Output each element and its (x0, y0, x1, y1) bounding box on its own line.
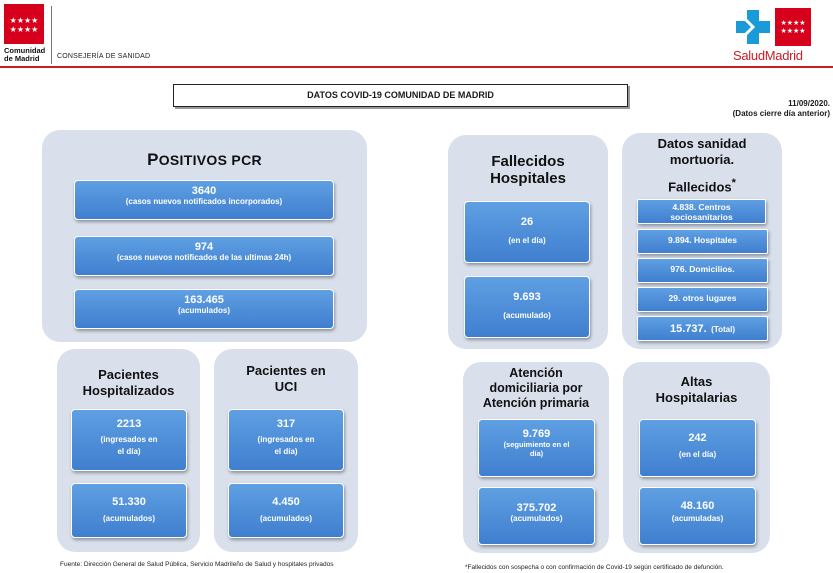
fallecidos-hospitales-total-tile (464, 276, 590, 338)
tile-value: 26 (520, 216, 534, 228)
mortuoria-sociosanitarios-tile: 4.838. Centros sociosanitarios (637, 199, 766, 224)
tile-label: (acumulados) (510, 514, 563, 523)
altas-daily-tile (639, 419, 756, 477)
stars-icon: ★★★★ ★★★★ (9, 16, 39, 34)
mortuoria-domicilios-tile: 976. Domicilios. (637, 258, 768, 283)
pcr-title: POSITIVOS PCR (147, 150, 262, 169)
comunidad-madrid-logo (4, 4, 44, 44)
salud-madrid-cross-icon (734, 8, 772, 46)
tile-label: (ingresados en (100, 435, 158, 444)
uci-daily-tile (228, 409, 344, 471)
mortuoria-title: Datos sanidad mortuoria. (657, 136, 747, 167)
stars-icon: ★★★★ ★★★★ (780, 20, 806, 35)
tile-label: el día) (117, 447, 141, 456)
org-name-line2: de Madrid (4, 54, 40, 63)
tile-label: (en el día) (508, 236, 546, 245)
tile-label: (ingresados en (257, 435, 315, 444)
salud-madrid-logo-text: SaludMadrid (733, 48, 803, 63)
tile-label: (en el día) (678, 450, 717, 459)
tile-value: 2213 (116, 418, 142, 430)
org-name-line1: Comunidad (4, 46, 46, 55)
tile-label: (casos nuevos notificados incorporados) (125, 197, 283, 206)
altas-title: Altas Hospitalarias (655, 374, 738, 405)
tile-label: (casos nuevos notificados de las ultimas 24h) (116, 253, 292, 262)
tile-label: (acumulados) (259, 514, 312, 523)
tile-label: (acumulados) (177, 306, 230, 315)
tile-value: 9.693 (513, 291, 541, 303)
tile-label: el día) (274, 447, 298, 456)
altas-total-tile (639, 487, 756, 545)
tile-label: día) (529, 449, 544, 458)
tile-value: 375.702 (516, 502, 557, 514)
pcr-panel (42, 130, 367, 342)
tile-label: (acumulado) (503, 311, 551, 320)
fallecidos-hospitales-title: Fallecidos Hospitales (490, 153, 566, 187)
pcr-new-incorporated-tile (74, 180, 334, 220)
tile-value: 15.737. (670, 323, 707, 335)
tile-label: (acumulados) (102, 514, 155, 523)
tile-value: 3640 (191, 185, 217, 197)
fallecidos-hospitales-daily-tile (464, 201, 590, 263)
logo-divider (51, 6, 52, 64)
tile-label: (seguimiento en el (503, 440, 570, 449)
uci-total-tile (228, 483, 344, 538)
mortuoria-panel (622, 133, 782, 349)
pcr-new-24h-tile (74, 236, 334, 276)
hospitalizados-total-tile (71, 483, 187, 538)
page-title: DATOS COVID-19 COMUNIDAD DE MADRID (173, 84, 628, 107)
mortuoria-otros-lugares-tile: 29. otros lugares (637, 287, 768, 312)
tile-value: 51.330 (112, 496, 146, 508)
tile-label: (Total) (711, 325, 735, 334)
mortuoria-hospitales-tile: 9.894. Hospitales (637, 229, 768, 254)
mortuoria-subtitle: Fallecidos* (668, 177, 736, 195)
hospitalizados-daily-tile (71, 409, 187, 471)
atencion-domiciliaria-panel (463, 362, 609, 553)
tile-value: 242 (688, 432, 707, 444)
atencion-daily-tile (478, 419, 595, 477)
org-name (4, 47, 45, 63)
tile-value: 4.450 (272, 496, 300, 508)
tile-value: 48.160 (680, 500, 715, 512)
altas-panel (623, 362, 770, 553)
source-footnote: Fuente: Dirección General de Salud Pública, Servicio Madrileño de Salud y hospitales privados (60, 561, 334, 568)
salud-madrid-flag (775, 8, 811, 46)
tile-value: 163.465 (184, 294, 224, 306)
deaths-footnote: *Fallecidos con sospecha o con confirmación de Covid-19 según certificado de defunción. (465, 564, 724, 571)
fallecidos-hospitales-panel (448, 135, 608, 349)
report-date: 11/09/2020. (Datos cierre día anterior) (732, 99, 830, 118)
hospitalizados-title: Pacientes Hospitalizados (82, 367, 175, 398)
pcr-accumulated-tile (74, 289, 334, 329)
department-label: CONSEJERÍA DE SANIDAD (57, 53, 151, 60)
hospitalizados-panel (57, 349, 200, 552)
tile-value: 317 (276, 418, 296, 430)
atencion-total-tile (478, 487, 595, 545)
header-rule (0, 66, 833, 68)
uci-title: Pacientes en UCI (246, 363, 326, 394)
atencion-domiciliaria-title: Atención domiciliaria por Atención primaria (482, 366, 590, 410)
tile-value: 974 (194, 241, 214, 253)
mortuoria-total-tile (637, 316, 768, 341)
uci-panel (214, 349, 358, 552)
tile-value: 9.769 (522, 428, 551, 440)
tile-label: (acumuladas) (671, 514, 724, 523)
